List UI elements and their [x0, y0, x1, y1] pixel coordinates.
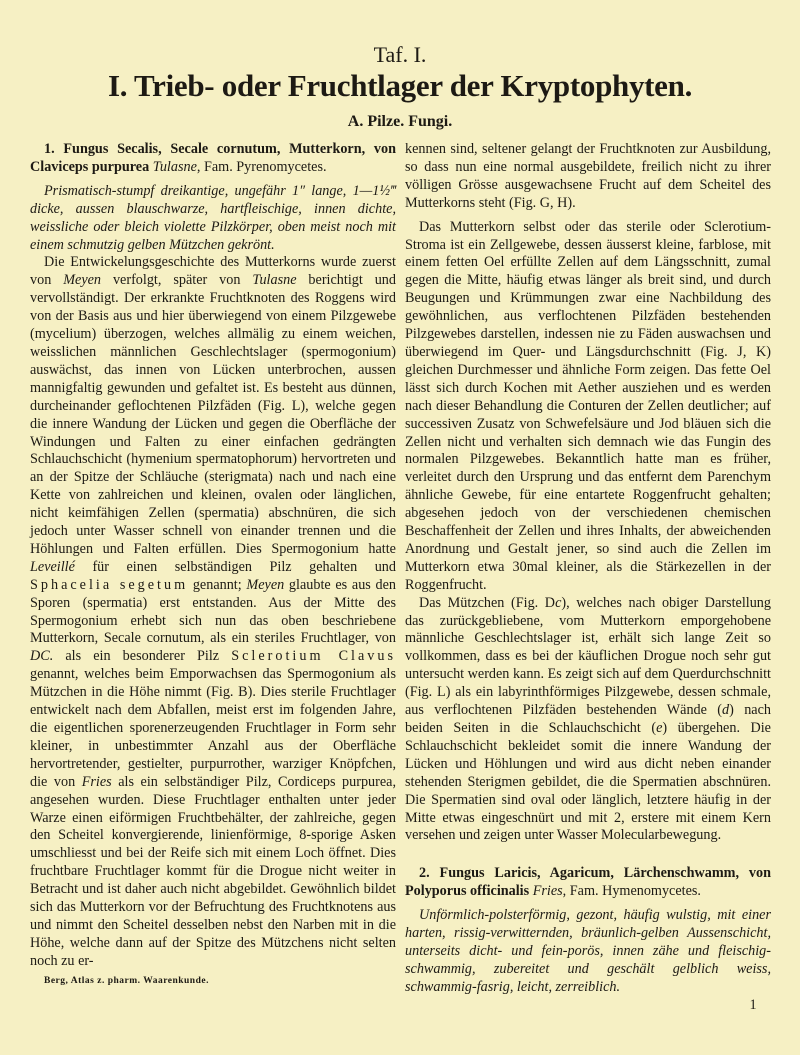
author-name: Tulasne: [152, 158, 197, 175]
description-paragraph: Unförmlich-polsterförmig, gezont, häufig wulstig, mit einer harten, rissig-verwitternden, bräunlich-gelben Aussenschicht, unterseits dicht- und fein-porös, innen zähe und fleischig-schwammig, zubereitet und geschält gelblich weiss, schwammig-fasrig, leicht, zerreiblich.: [405, 907, 771, 995]
section-heading: A. Pilze. Fungi.: [347, 113, 453, 130]
left-column: [30, 141, 396, 991]
text: berichtigt und vervollständigt. Der erkrankte Fruchtknoten des Roggens wird von der Basis aus und hier überwiegend von einem Pilzgewebe (mycelium) überzogen, welches allmälig zu einem weichen, weisslichen männlichen Geschlechtslager (spermogonium) auswächst, das innen von Lücken unterbrochen, aussen mannigfaltig gewunden und gefaltet ist. Es besteht aus dünnen, durcheinander geflochtenen Pilzfäden (Fig. L), welche gegen die innere Wandung der Lücken und gegen die Oberfläche der Windungen und Falten zu einer einfachen gedrängten Schlauchschicht (hymenium spermatophorum) hervortreten und an der Spitze der Schläuche (sterigmata) nach und nach eine Kette von zahlreichen und kleinen, ovalen oder länglichen, nicht keimfähigen Zellen (spermatia) abschnüren, die sich jedoch unter Wasser schnell von einander trennen und die Höhlungen und Falten erfüllen. Dies Spermogonium hatte: [30, 272, 396, 557]
body-paragraph: [405, 595, 771, 846]
figure-label: c: [555, 594, 562, 611]
family-name: , Fam. Hymenomycetes.: [562, 883, 701, 900]
plate-number: Taf. I.: [373, 42, 427, 67]
author-name: Fries: [81, 773, 112, 790]
author-name: DC.: [30, 648, 54, 665]
author-name: Meyen: [246, 576, 285, 593]
entry-name: 2. Fungus Laricis, Agaricum, Lärchenschwamm, von Polyporus officinalis: [405, 865, 771, 900]
text: genannt;: [188, 576, 247, 593]
page-number: 1: [749, 996, 757, 1013]
text: verfolgt, später von: [101, 272, 253, 289]
figure-label: e: [656, 720, 663, 736]
text: ) übergehen. Die Schlauchschicht bekleidet somit die innere Wandung der Lücken und Höhlungen und wird aus dicht neben einander stehenden Sterigmen gebildet, die die Spermatien abschnüren. Die Spermatien sind oval oder länglich, letztere häufig in der Mitte etwas eingeschnürt und mit 2, erstere mit einem Kern versehen und zeigen unter Wasser Molecularbewegung.: [405, 720, 771, 844]
footer-signature: Berg, Atlas z. pharm. Waarenkunde.: [44, 975, 209, 986]
family-name: , Fam. Pyrenomycetes.: [196, 158, 327, 175]
taxon-name: Sclerotium Clavus: [231, 648, 396, 665]
page-title: I. Trieb- oder Fruchtlager der Kryptophyten.: [107, 68, 693, 103]
text: Die Entwickelungsgeschichte des Mutterkorns wurde zuerst von: [30, 254, 396, 289]
right-column: [405, 141, 771, 1015]
entry-heading-fungus-secalis: [30, 141, 396, 177]
author-name: Meyen: [63, 272, 102, 289]
body-paragraph: Das Mutterkorn selbst oder das sterile oder Sclerotium-Stroma ist ein Zellgewebe, dessen äusserst kleine, farblose, mit einem fetten Oel erfüllte Zellen auf dem Längsschnitt, zumal gegen die Mitte, häufig etwas länger als breit sind, und durch Beugungen und Krümmungen zwar eine Nachbildung des gewöhnlichen, aus verflochtenen Pilzfäden bestehenden Pilzgewebes darstellen, indessen nie zu Fäden auswachsen und überwiegend im Quer- und Längsdurchschnitt (Fig. J, K) gleichen Durchmesser und ähnliche Form zeigen. Das fette Oel lässt sich durch Kochen mit Aether ausziehen und es werden nach dieser Behandlung die Conturen der Zellen deutlicher; auf successiven Zusatz von Schwefelsäure und Jod bläuen sich die Zellen nicht und verhalten sich demnach wie das Fungin des normalen Pilzgewebes. Bekanntlich hatte man es früher, verleitet durch den Ursprung und das entfernt dem Parenchym ähnliche Gewebe, für eine entartete Roggenfrucht gehalten; abgesehen jedoch von der verschiedenen chemischen Beschaffenheit der Zellen und ihres Inhalts, der abweichenden Anordnung und Gestalt jener, so sind auch die Zellen im Mutterkorn etwa 30mal kleiner, als die Stärkezellen in der Roggenfrucht.: [405, 218, 771, 593]
author-name: Fries: [532, 883, 563, 900]
body-paragraph: [30, 254, 396, 970]
author-name: Leveillé: [30, 558, 75, 575]
text: genannt, welches beim Emporwachsen das Spermogonium als Mützchen in die Höhe nimmt (Fig. B). Dies sterile Fruchtlager entwickelt nach dem Abfallen, meist erst im folgenden Jahre, die eigentlichen sporenerzeugenden Fruchtlager in Form sehr kleiner, in unbestimmter Anzahl aus der Oberfläche hervortretender, gestielter, purpurrother, warziger Knöpfchen, die von: [30, 666, 396, 790]
entry-name: 1. Fungus Secalis, Secale cornutum, Mutterkorn, von Claviceps purpurea: [30, 141, 396, 175]
body-paragraph: kennen sind, seltener gelangt der Fruchtknoten zur Ausbildung, so dass nun eine normal ausgebildete, freilich nicht zu ihrer völligen Grösse ausgewachsene Frucht auf dem Scheitel des Mutterkorns steht (Fig. G, H).: [405, 141, 771, 211]
text: ) nach beiden Seiten in die Schlauchschicht (: [405, 702, 771, 736]
description-paragraph: Prismatisch-stumpf dreikantige, ungefähr 1″ lange, 1—1½‴ dicke, aussen blauschwarze, hartfleischige, innen dichte, weissliche oder bleich violette Pilzkörper, oben meist noch mit einem schmutzig gelben Mützchen gekrönt.: [30, 182, 396, 253]
text: für einen selbständigen Pilz gehalten und: [74, 558, 396, 575]
text: glaubte es aus den Sporen (spermatia) erst entstanden. Aus der Mitte des Spermogonium erhebt sich nun das oben beschriebene Mutterkorn, Secale cornutum, als ein steriles Fruchtlager, von: [30, 576, 396, 647]
text: Das Mützchen (Fig. D: [419, 594, 556, 611]
taxon-name: Sphacelia segetum: [30, 576, 189, 593]
text: als ein selbständiger Pilz, Cordiceps purpurea, angesehen wurden. Diese Fruchtlager enthalten unter jeder Warze einen eiförmigen Fruchtbehälter, der zahlreiche, gegen den Scheitel konvergierende, linienförmige, 8-sporige Asken umschliesst und bei der Reife sich mit einem Loch öffnet. Dies fruchtbare Fruchtlager kommt für die Drogue nicht weiter in Betracht und ist daher auch nicht abgebildet. Gewöhnlich bildet sich das Mutterkorn vor der Befruchtung des Fruchtknotens aus und nimmt den Scheitel desselben nebst den Narben mit in die Höhe, welche dann auf der Spitze des Mützchens nicht selten noch zu er-: [30, 773, 397, 969]
entry-heading-fungus-laricis: [405, 865, 771, 901]
author-name: Tulasne: [252, 272, 297, 289]
text: ), welches nach obiger Darstellung das zurückgebliebene, vom Mutterkorn emporgehobene männliche Geschlechtslager ist, erhält sich lange Zeit so vollkommen, dass es bei der käuflichen Drogue noch sehr gut untersucht werden kann. Es zeigt sich auf dem Querdurchschnitt (Fig. L) als ein labyrinthförmiges Pilzgewebe, dessen schmale, aus verflochtenen Pilzfäden bestehenden Wände (: [405, 594, 772, 719]
figure-label: d: [722, 702, 730, 719]
text: als ein besonderer Pilz: [53, 648, 232, 665]
